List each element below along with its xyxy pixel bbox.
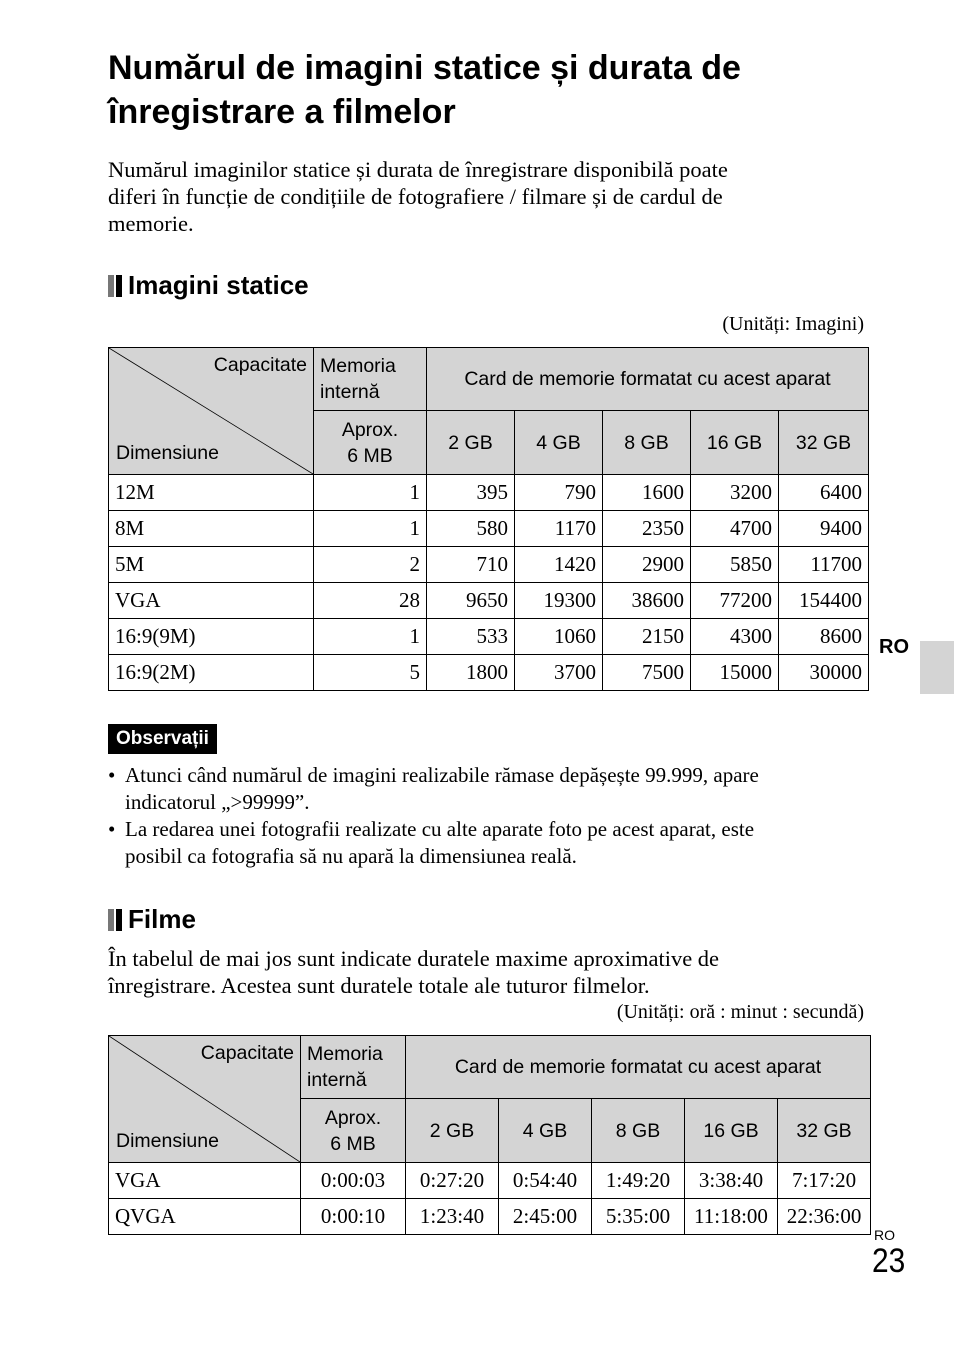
card-size-header: 16 GB xyxy=(685,1099,778,1163)
value-cell: 3200 xyxy=(691,475,779,511)
size-cell: 5M xyxy=(109,547,314,583)
intro-line-2: diferi în funcție de condițiile de fotografiere / filmare și de cardul de xyxy=(108,184,723,209)
table-row xyxy=(109,475,869,511)
notes-badge: Observații xyxy=(108,724,217,754)
movies-intro-line-1: În tabelul de mai jos sunt indicate duratele maxime aproximative de xyxy=(108,946,720,971)
size-cell: 16:9(2M) xyxy=(109,655,314,691)
value-cell: 2350 xyxy=(603,511,691,547)
size-cell: 8M xyxy=(109,511,314,547)
internal-size-line-1: Aprox. xyxy=(324,1106,382,1129)
card-size-header: 2 GB xyxy=(427,411,515,475)
internal-memory-header xyxy=(301,1036,406,1099)
card-size-header: 4 GB xyxy=(515,411,603,475)
value-cell: 1800 xyxy=(427,655,515,691)
internal-memory-header xyxy=(314,348,427,411)
value-cell: 395 xyxy=(427,475,515,511)
value-cell: 154400 xyxy=(779,583,869,619)
value-cell: 0:27:20 xyxy=(406,1163,499,1199)
movies-unit-note: (Unități: oră : minut : secundă) xyxy=(616,1001,864,1023)
corner-capacity-label: Capacitate xyxy=(213,354,307,376)
movies-heading-text: Filme xyxy=(128,904,196,934)
value-cell: 2900 xyxy=(603,547,691,583)
value-cell: 30000 xyxy=(779,655,869,691)
intro-paragraph xyxy=(108,156,868,237)
value-cell: 8600 xyxy=(779,619,869,655)
size-cell: VGA xyxy=(109,583,314,619)
section-marker-icon xyxy=(108,909,122,931)
internal-size-line-1: Aprox. xyxy=(341,418,399,441)
internal-memory-size-header xyxy=(301,1099,406,1163)
value-cell: 11700 xyxy=(779,547,869,583)
footer-lang-code: RO xyxy=(874,1227,895,1243)
value-cell: 15000 xyxy=(691,655,779,691)
table-row xyxy=(109,511,869,547)
value-cell: 3700 xyxy=(515,655,603,691)
value-cell: 1:49:20 xyxy=(592,1163,685,1199)
table-header-row xyxy=(109,1036,871,1099)
value-cell: 0:00:10 xyxy=(301,1199,406,1235)
page-number: 23 xyxy=(872,1242,906,1280)
value-cell: 5850 xyxy=(691,547,779,583)
still-images-heading xyxy=(108,270,309,301)
value-cell: 1 xyxy=(314,475,427,511)
table-row xyxy=(109,1163,871,1199)
card-size-header: 2 GB xyxy=(406,1099,499,1163)
memory-card-header: Card de memorie formatat cu acest aparat xyxy=(427,348,869,411)
corner-dimension-label: Dimensiune xyxy=(116,442,219,464)
value-cell: 1600 xyxy=(603,475,691,511)
list-item xyxy=(108,762,878,816)
card-size-header: 8 GB xyxy=(603,411,691,475)
internal-size-line-2: 6 MB xyxy=(347,444,393,467)
value-cell: 3:38:40 xyxy=(685,1163,778,1199)
card-size-header: 16 GB xyxy=(691,411,779,475)
value-cell: 1170 xyxy=(515,511,603,547)
card-size-header: 8 GB xyxy=(592,1099,685,1163)
value-cell: 0:54:40 xyxy=(499,1163,592,1199)
movies-heading xyxy=(108,904,196,935)
table-row xyxy=(109,547,869,583)
size-cell: 12M xyxy=(109,475,314,511)
page-title-line-2: înregistrare a filmelor xyxy=(108,93,456,131)
table-row xyxy=(109,655,869,691)
notes-list xyxy=(108,762,878,870)
value-cell: 1 xyxy=(314,619,427,655)
note-1-line-1: • Atunci când numărul de imagini realizabile rămase depășește 99.999, apare xyxy=(125,763,759,787)
side-tab xyxy=(920,641,954,694)
size-cell: QVGA xyxy=(109,1199,301,1235)
table-row xyxy=(109,583,869,619)
value-cell: 2150 xyxy=(603,619,691,655)
value-cell: 4300 xyxy=(691,619,779,655)
value-cell: 38600 xyxy=(603,583,691,619)
value-cell: 1:23:40 xyxy=(406,1199,499,1235)
value-cell: 0:00:03 xyxy=(301,1163,406,1199)
card-size-header: 32 GB xyxy=(779,411,869,475)
corner-capacity-label: Capacitate xyxy=(200,1042,294,1064)
section-marker-icon xyxy=(108,275,122,297)
movies-intro xyxy=(108,945,878,999)
internal-memory-header-line-1: Memoria xyxy=(307,1043,383,1065)
value-cell: 710 xyxy=(427,547,515,583)
value-cell: 77200 xyxy=(691,583,779,619)
value-cell: 1 xyxy=(314,511,427,547)
internal-memory-size-header xyxy=(314,411,427,475)
table-row xyxy=(109,619,869,655)
internal-memory-header-line-1: Memoria xyxy=(320,355,396,377)
page-title-line-1: Numărul de imagini statice și durata de xyxy=(108,49,741,87)
value-cell: 7500 xyxy=(603,655,691,691)
still-images-unit-note: (Unități: Imagini) xyxy=(722,313,864,335)
table-row xyxy=(109,1199,871,1235)
value-cell: 9400 xyxy=(779,511,869,547)
value-cell: 1060 xyxy=(515,619,603,655)
internal-memory-header-line-2: internă xyxy=(307,1069,367,1091)
intro-line-3: memorie. xyxy=(108,211,194,236)
value-cell: 5:35:00 xyxy=(592,1199,685,1235)
internal-memory-header-line-2: internă xyxy=(320,381,380,403)
page-title xyxy=(108,46,868,134)
note-2-line-2: posibil ca fotografia să nu apară la dimensiunea reală. xyxy=(125,844,577,868)
value-cell: 2 xyxy=(314,547,427,583)
size-cell: 16:9(9M) xyxy=(109,619,314,655)
value-cell: 1420 xyxy=(515,547,603,583)
side-tab-label: RO xyxy=(879,636,909,658)
value-cell: 7:17:20 xyxy=(778,1163,871,1199)
list-item xyxy=(108,816,878,870)
value-cell: 19300 xyxy=(515,583,603,619)
value-cell: 580 xyxy=(427,511,515,547)
size-cell: VGA xyxy=(109,1163,301,1199)
card-size-header: 32 GB xyxy=(778,1099,871,1163)
table-corner-cell xyxy=(109,1036,301,1163)
table-header-row xyxy=(109,348,869,411)
table-corner-cell xyxy=(109,348,314,475)
value-cell: 11:18:00 xyxy=(685,1199,778,1235)
note-1-line-2: indicatorul „>99999”. xyxy=(125,790,310,814)
still-images-heading-text: Imagini statice xyxy=(128,270,309,300)
value-cell: 28 xyxy=(314,583,427,619)
internal-size-line-2: 6 MB xyxy=(330,1132,376,1155)
still-images-table xyxy=(108,347,869,691)
corner-dimension-label: Dimensiune xyxy=(116,1130,219,1152)
value-cell: 2:45:00 xyxy=(499,1199,592,1235)
value-cell: 790 xyxy=(515,475,603,511)
intro-line-1: Numărul imaginilor statice și durata de înregistrare disponibilă poate xyxy=(108,157,728,182)
movies-table xyxy=(108,1035,871,1235)
note-2-line-1: • La redarea unei fotografii realizate cu alte aparate foto pe acest aparat, este xyxy=(125,817,755,841)
value-cell: 6400 xyxy=(779,475,869,511)
value-cell: 4700 xyxy=(691,511,779,547)
card-size-header: 4 GB xyxy=(499,1099,592,1163)
movies-intro-line-2: înregistrare. Acestea sunt duratele totale ale tuturor filmelor. xyxy=(108,973,650,998)
value-cell: 533 xyxy=(427,619,515,655)
value-cell: 22:36:00 xyxy=(778,1199,871,1235)
value-cell: 5 xyxy=(314,655,427,691)
memory-card-header: Card de memorie formatat cu acest aparat xyxy=(406,1036,871,1099)
value-cell: 9650 xyxy=(427,583,515,619)
